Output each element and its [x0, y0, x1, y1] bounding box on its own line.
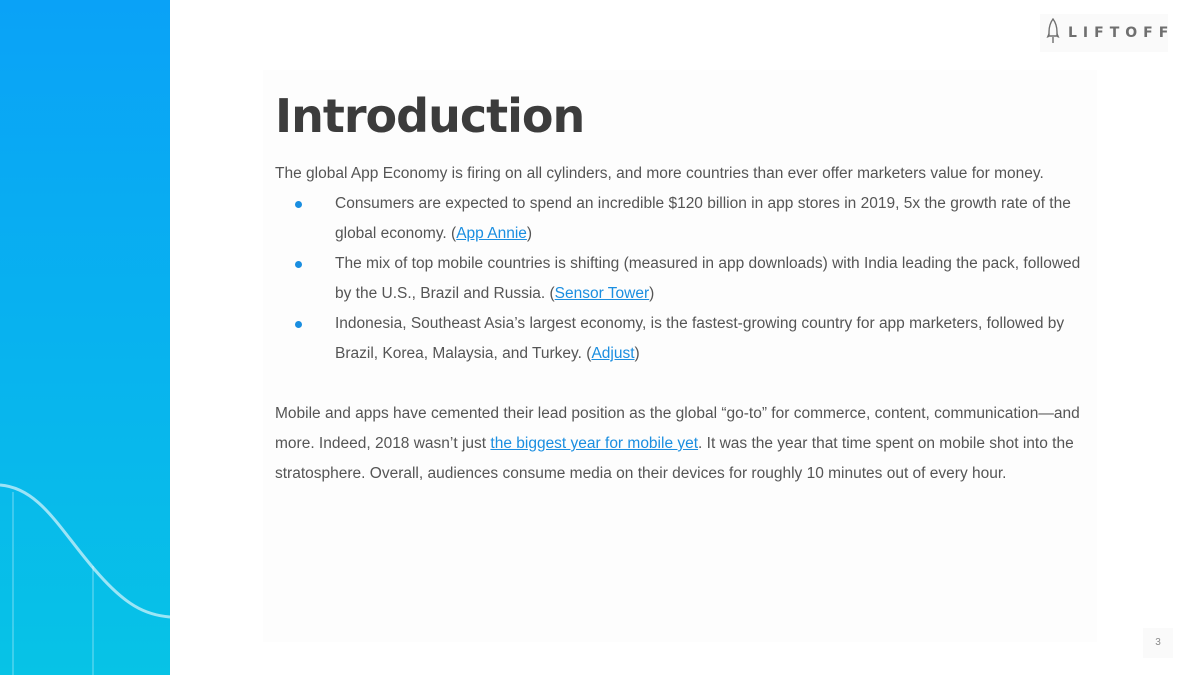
body-text [275, 159, 1085, 489]
page-number: 3 [1143, 628, 1173, 658]
intro-paragraph: The global App Economy is firing on all cylinders, and more countries than ever offer marketers value for money. [275, 165, 1044, 182]
bullet-suffix: ) [634, 345, 640, 362]
bullet-list [275, 189, 1085, 369]
bullet-suffix: ) [649, 285, 655, 302]
source-link-sensor-tower[interactable]: Sensor Tower [554, 285, 650, 302]
bullet-text: Indonesia, Southeast Asia’s largest economy, is the fastest-growing country for app marketers, followed by Brazil, Korea, Malaysia, and Turkey. ( [335, 315, 1065, 362]
closing-text-before: Mobile and apps have cemented their lead position as the global “go-to” for commerce, content, communication—and more. Indeed, 2018 wasn’t just [275, 405, 1080, 452]
closing-text-after: . It was the year that time spent on mobile shot into the stratosphere. Overall, audiences consume media on their devices for roughly 10 minutes out of every hour. [275, 435, 1074, 482]
bullet-suffix: ) [526, 225, 533, 242]
logo-wordmark: LIFTOFF [1068, 25, 1175, 41]
list-item [275, 249, 1085, 309]
source-link-adjust[interactable]: Adjust [591, 345, 635, 362]
bullet-icon [295, 261, 302, 268]
wave-graphic-icon [0, 0, 170, 675]
rocket-icon [1046, 18, 1060, 49]
biggest-year-link[interactable]: the biggest year for mobile yet [490, 435, 699, 452]
closing-paragraph [275, 399, 1085, 489]
list-item [275, 309, 1085, 369]
list-item [275, 189, 1085, 249]
bullet-text: The mix of top mobile countries is shifting (measured in app downloads) with India leading the pack, followed by the U.S., Brazil and Russia. ( [335, 255, 1081, 302]
decorative-side-panel [0, 0, 170, 675]
bullet-icon [295, 201, 302, 208]
liftoff-logo [1040, 14, 1175, 52]
bullet-icon [295, 321, 302, 328]
source-link-app-annie[interactable]: App Annie [456, 225, 527, 242]
page-title: Introduction [275, 89, 585, 143]
spacer [275, 369, 1085, 399]
bullet-text: Consumers are expected to spend an incredible $120 billion in app stores in 2019, 5x the growth rate of the global economy. ( [335, 195, 1071, 242]
